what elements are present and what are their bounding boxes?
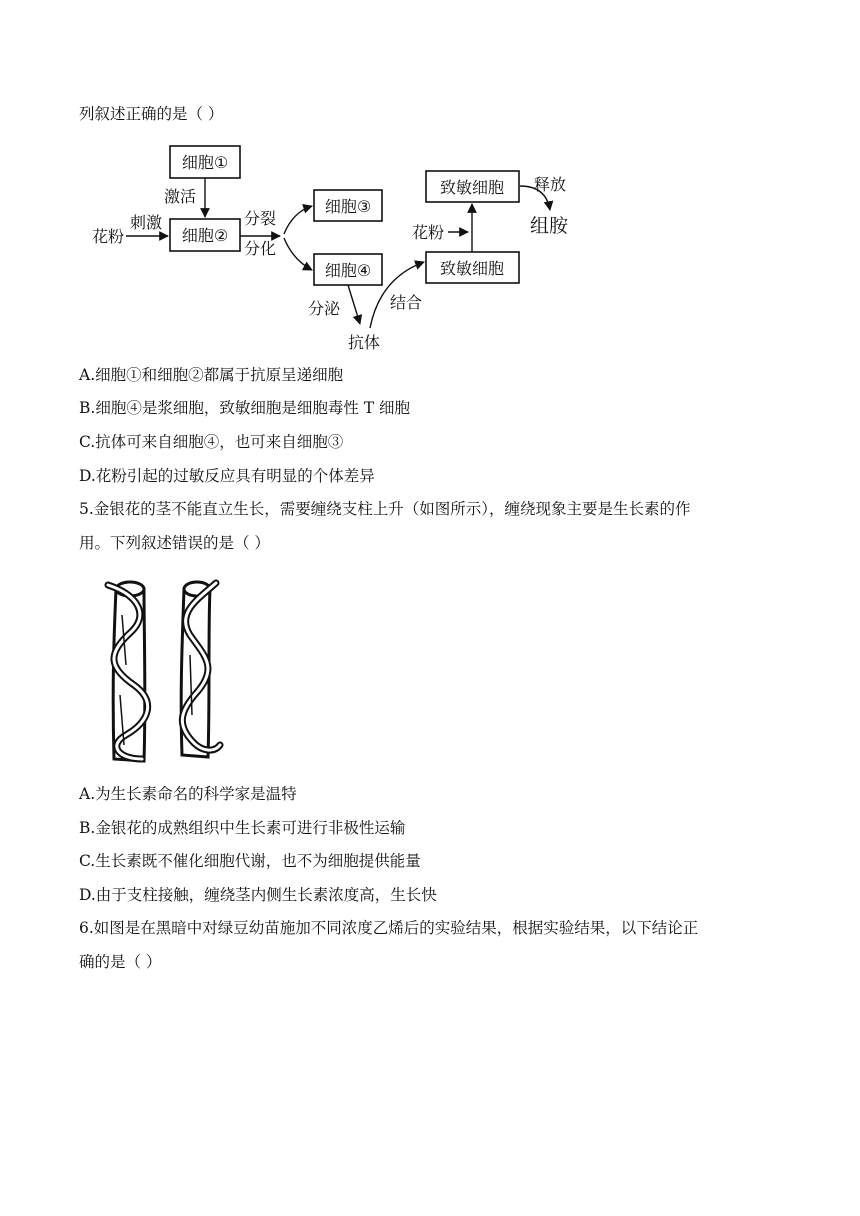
pollen-right-label: 花粉: [412, 223, 445, 242]
secrete-label: 分泌: [308, 299, 341, 318]
stimulate-label: 刺激: [130, 213, 163, 232]
histamine-label: 组胺: [530, 215, 569, 237]
pollen-left-label: 花粉: [92, 227, 125, 246]
arrow-to-cell4: [284, 238, 312, 270]
q5-option-c: C.生长素既不催化细胞代谢，也不为细胞提供能量: [79, 852, 421, 870]
cell3-label: 细胞③: [324, 197, 372, 216]
q5-stem-line1: 5.金银花的茎不能直立生长，需要缠绕支柱上升（如图所示），缠绕现象主要是生长素的作: [79, 500, 691, 518]
release-label: 释放: [534, 175, 567, 194]
q4-option-a: A.细胞①和细胞②都属于抗原呈递细胞: [79, 366, 344, 384]
q5-option-d: D.由于支柱接触，缠绕茎内侧生长素浓度高，生长快: [79, 886, 437, 904]
cell4-label: 细胞④: [324, 261, 372, 280]
immune-diagram: [88, 140, 588, 356]
q4-option-c: C.抗体可来自细胞④，也可来自细胞③: [79, 433, 344, 451]
q6-stem-line2: 确的是（ ）: [79, 953, 162, 971]
differentiate-label: 分化: [244, 239, 277, 258]
q5-option-b: B.金银花的成熟组织中生长素可进行非极性运输: [79, 819, 406, 837]
q4-stem: 列叙述正确的是（ ）: [79, 105, 224, 123]
q5-option-a: A.为生长素命名的科学家是温特: [79, 785, 297, 803]
q5-stem-line2: 用。下列叙述错误的是（ ）: [79, 534, 270, 552]
activate-label: 激活: [164, 187, 197, 206]
arrow-to-cell3: [284, 206, 312, 234]
arrow-cell4-to-antibody: [348, 285, 360, 324]
bind-label: 结合: [390, 293, 423, 312]
sensitized-bottom-label: 致敏细胞: [439, 259, 505, 278]
sensitized-top-label: 致敏细胞: [439, 178, 505, 197]
antibody-label: 抗体: [348, 333, 381, 352]
twining-stem-illustration: [98, 575, 243, 775]
cell1-label: 细胞①: [181, 153, 229, 172]
divide-label: 分裂: [244, 209, 277, 228]
q6-stem-line1: 6.如图是在黑暗中对绿豆幼苗施加不同浓度乙烯后的实验结果，根据实验结果，以下结论正: [79, 919, 699, 937]
q4-option-d: D.花粉引起的过敏反应具有明显的个体差异: [79, 467, 375, 485]
cell2-label: 细胞②: [181, 226, 229, 245]
q4-option-b: B.细胞④是浆细胞，致敏细胞是细胞毒性 T 细胞: [79, 399, 411, 417]
